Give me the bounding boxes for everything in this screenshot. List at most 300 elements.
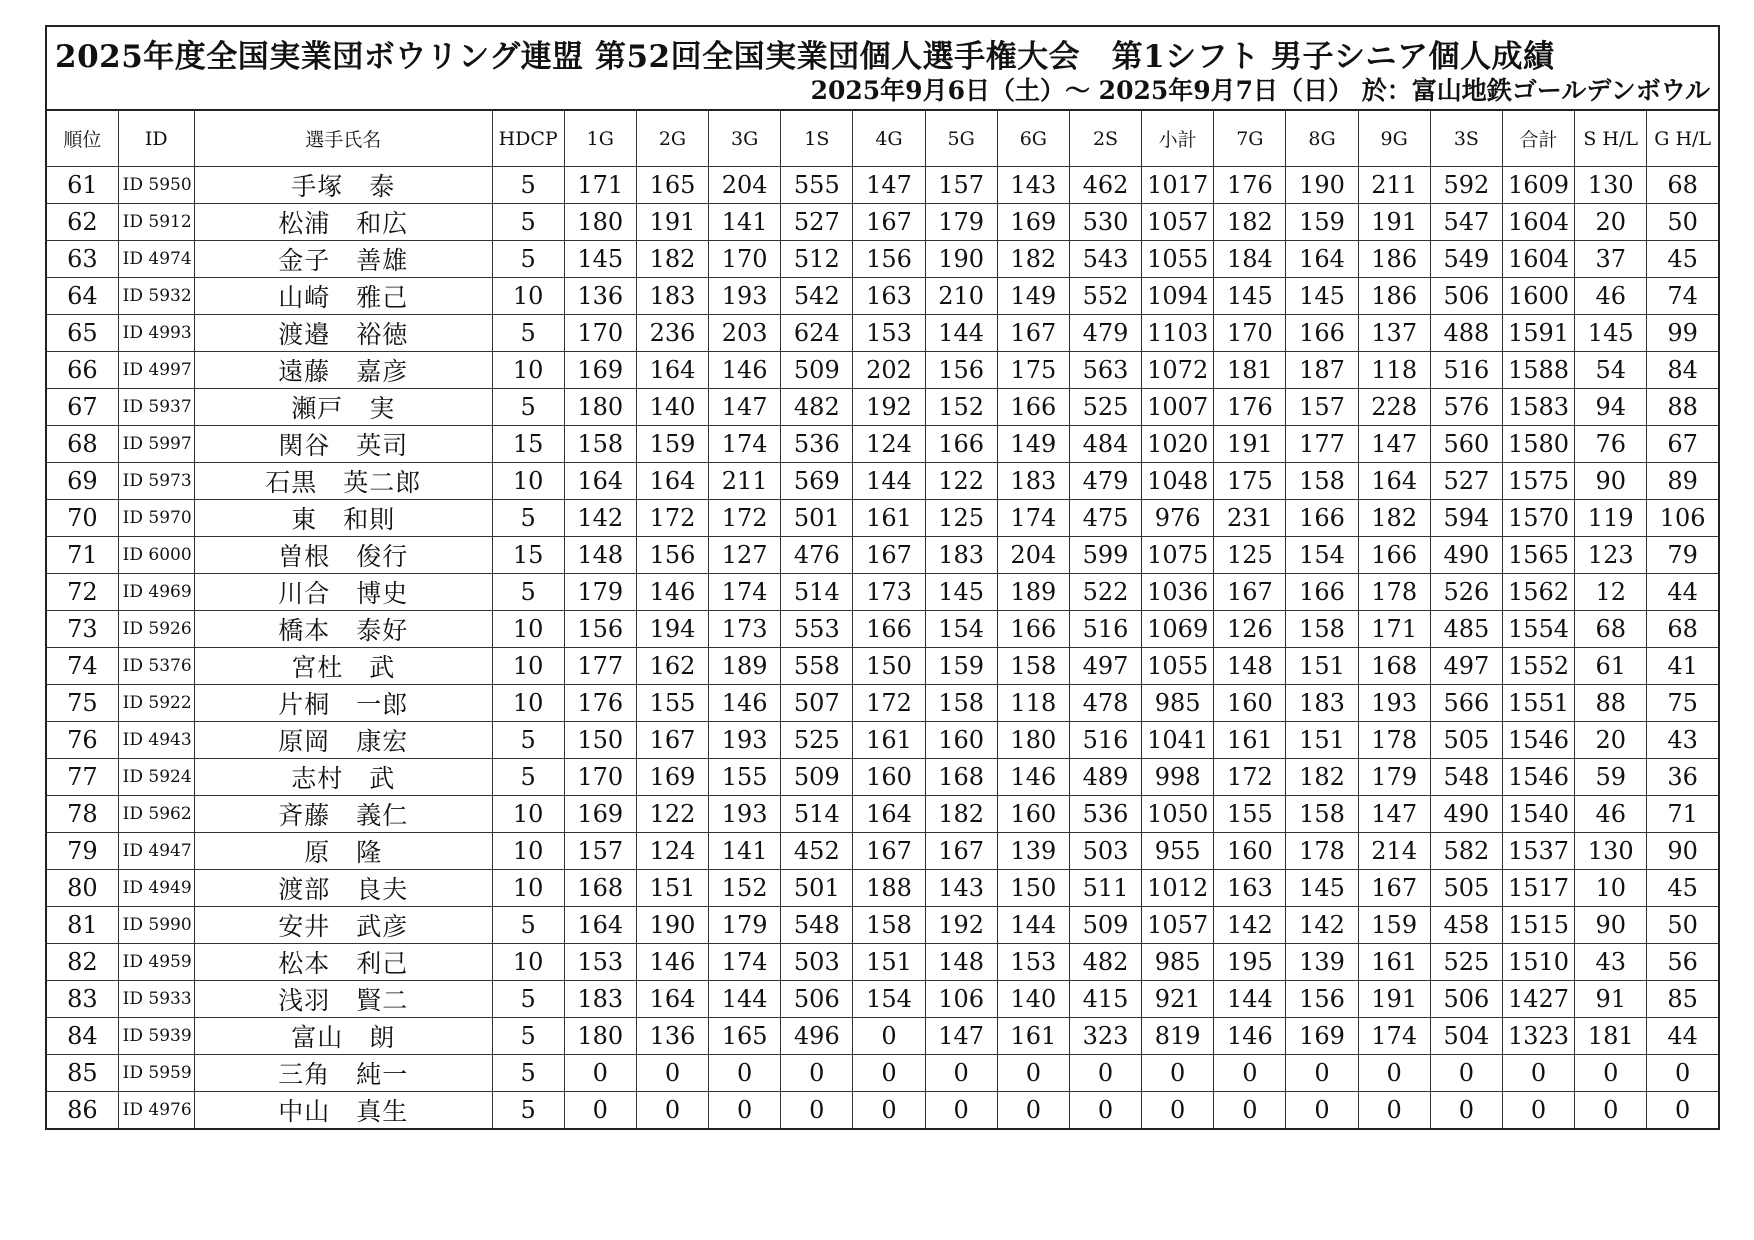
table-cell: 174: [709, 574, 781, 611]
sheet-header: [45, 25, 1720, 109]
player-id-cell: ID 5937: [118, 389, 194, 426]
table-cell: 145: [564, 241, 636, 278]
table-cell: 88: [1647, 389, 1719, 426]
player-id-cell: ID 5933: [118, 981, 194, 1018]
table-cell: 153: [853, 315, 925, 352]
player-name-cell: 宮杜 武: [194, 648, 492, 685]
table-cell: 153: [997, 944, 1069, 981]
table-cell: 1588: [1502, 352, 1574, 389]
table-cell: 156: [636, 537, 708, 574]
player-name-cell: 片桐 一郎: [194, 685, 492, 722]
table-cell: 130: [1575, 167, 1647, 204]
table-cell: 985: [1142, 685, 1214, 722]
table-cell: 191: [1358, 981, 1430, 1018]
player-name-cell: 三角 純一: [194, 1055, 492, 1092]
table-cell: 181: [1214, 352, 1286, 389]
table-cell: 5: [492, 759, 564, 796]
table-row: [46, 759, 1719, 796]
table-cell: 1323: [1502, 1018, 1574, 1055]
table-cell: 10: [492, 611, 564, 648]
column-header: 3S: [1430, 110, 1502, 167]
table-cell: 1604: [1502, 204, 1574, 241]
table-cell: 0: [781, 1092, 853, 1130]
table-cell: 146: [709, 352, 781, 389]
table-cell: 79: [46, 833, 118, 870]
table-cell: 156: [564, 611, 636, 648]
player-name-cell: 曽根 俊行: [194, 537, 492, 574]
table-cell: 155: [1214, 796, 1286, 833]
table-cell: 183: [636, 278, 708, 315]
table-cell: 171: [1358, 611, 1430, 648]
table-row: [46, 1018, 1719, 1055]
table-cell: 511: [1069, 870, 1141, 907]
table-cell: 90: [1575, 463, 1647, 500]
player-name-cell: 遠藤 嘉彦: [194, 352, 492, 389]
event-date-venue: 2025年9月6日（土）～ 2025年9月7日（日） 於：富山地鉄ゴールデンボウル: [810, 76, 1710, 105]
table-cell: 61: [1575, 648, 1647, 685]
table-cell: 0: [781, 1055, 853, 1092]
table-cell: 166: [997, 611, 1069, 648]
table-cell: 504: [1430, 1018, 1502, 1055]
table-row: [46, 500, 1719, 537]
player-id-cell: ID 4959: [118, 944, 194, 981]
table-cell: 41: [1647, 648, 1719, 685]
table-cell: 10: [492, 944, 564, 981]
table-cell: 74: [1647, 278, 1719, 315]
table-cell: 169: [564, 796, 636, 833]
player-id-cell: ID 5997: [118, 426, 194, 463]
table-cell: 122: [925, 463, 997, 500]
table-cell: 176: [564, 685, 636, 722]
table-row: [46, 463, 1719, 500]
table-cell: 1583: [1502, 389, 1574, 426]
table-cell: 599: [1069, 537, 1141, 574]
table-cell: 90: [1575, 907, 1647, 944]
table-cell: 0: [925, 1092, 997, 1130]
table-cell: 506: [1430, 278, 1502, 315]
table-cell: 164: [564, 907, 636, 944]
column-header: 3G: [709, 110, 781, 167]
column-header: HDCP: [492, 110, 564, 167]
table-cell: 489: [1069, 759, 1141, 796]
table-cell: 479: [1069, 315, 1141, 352]
table-cell: 158: [1286, 611, 1358, 648]
player-id-cell: ID 4993: [118, 315, 194, 352]
table-cell: 1554: [1502, 611, 1574, 648]
column-header: 1S: [781, 110, 853, 167]
table-cell: 485: [1430, 611, 1502, 648]
table-cell: 160: [1214, 833, 1286, 870]
table-cell: 1565: [1502, 537, 1574, 574]
table-cell: 154: [1286, 537, 1358, 574]
table-cell: 164: [853, 796, 925, 833]
table-cell: 68: [1647, 611, 1719, 648]
table-cell: 503: [781, 944, 853, 981]
table-cell: 236: [636, 315, 708, 352]
table-cell: 522: [1069, 574, 1141, 611]
table-cell: 5: [492, 167, 564, 204]
table-cell: 166: [1286, 315, 1358, 352]
table-cell: 66: [46, 352, 118, 389]
table-cell: 157: [564, 833, 636, 870]
table-cell: 187: [1286, 352, 1358, 389]
table-cell: 169: [636, 759, 708, 796]
table-cell: 0: [1069, 1092, 1141, 1130]
player-id-cell: ID 4943: [118, 722, 194, 759]
table-cell: 77: [46, 759, 118, 796]
table-cell: 0: [709, 1055, 781, 1092]
table-cell: 71: [46, 537, 118, 574]
table-cell: 166: [1286, 574, 1358, 611]
table-cell: 5: [492, 315, 564, 352]
table-row: [46, 1092, 1719, 1130]
column-header: S H/L: [1575, 110, 1647, 167]
table-cell: 43: [1647, 722, 1719, 759]
table-cell: 178: [1286, 833, 1358, 870]
table-cell: 168: [564, 870, 636, 907]
table-cell: 46: [1575, 796, 1647, 833]
column-header: 5G: [925, 110, 997, 167]
table-cell: 527: [1430, 463, 1502, 500]
table-cell: 88: [1575, 685, 1647, 722]
table-cell: 170: [709, 241, 781, 278]
table-body: [46, 167, 1719, 1130]
table-cell: 1072: [1142, 352, 1214, 389]
table-cell: 161: [1214, 722, 1286, 759]
table-cell: 176: [1214, 389, 1286, 426]
table-cell: 0: [709, 1092, 781, 1130]
player-id-cell: ID 5970: [118, 500, 194, 537]
table-cell: 71: [1647, 796, 1719, 833]
table-row: [46, 611, 1719, 648]
table-cell: 142: [1286, 907, 1358, 944]
table-cell: 1055: [1142, 648, 1214, 685]
table-cell: 0: [1358, 1055, 1430, 1092]
table-cell: 179: [925, 204, 997, 241]
table-cell: 1007: [1142, 389, 1214, 426]
column-header: 選手氏名: [194, 110, 492, 167]
table-cell: 151: [1286, 722, 1358, 759]
table-cell: 164: [564, 463, 636, 500]
table-cell: 169: [564, 352, 636, 389]
table-cell: 124: [636, 833, 708, 870]
table-row: [46, 944, 1719, 981]
table-cell: 10: [492, 648, 564, 685]
table-cell: 85: [1647, 981, 1719, 1018]
table-cell: 1600: [1502, 278, 1574, 315]
table-cell: 167: [853, 204, 925, 241]
table-cell: 163: [1214, 870, 1286, 907]
table-cell: 150: [564, 722, 636, 759]
player-name-cell: 原 隆: [194, 833, 492, 870]
player-id-cell: ID 4997: [118, 352, 194, 389]
table-cell: 156: [1286, 981, 1358, 1018]
table-cell: 505: [1430, 722, 1502, 759]
table-cell: 558: [781, 648, 853, 685]
table-cell: 160: [1214, 685, 1286, 722]
table-cell: 560: [1430, 426, 1502, 463]
table-cell: 164: [1358, 463, 1430, 500]
table-cell: 159: [1286, 204, 1358, 241]
table-cell: 10: [492, 796, 564, 833]
table-row: [46, 204, 1719, 241]
table-cell: 921: [1142, 981, 1214, 1018]
table-cell: 819: [1142, 1018, 1214, 1055]
table-cell: 167: [636, 722, 708, 759]
table-cell: 164: [1286, 241, 1358, 278]
player-id-cell: ID 4969: [118, 574, 194, 611]
player-name-cell: 富山 朗: [194, 1018, 492, 1055]
table-cell: 985: [1142, 944, 1214, 981]
table-cell: 594: [1430, 500, 1502, 537]
table-cell: 181: [1575, 1018, 1647, 1055]
player-id-cell: ID 5973: [118, 463, 194, 500]
table-cell: 158: [1286, 796, 1358, 833]
table-cell: 5: [492, 389, 564, 426]
table-cell: 482: [1069, 944, 1141, 981]
table-cell: 164: [636, 352, 708, 389]
table-cell: 141: [709, 204, 781, 241]
player-id-cell: ID 5926: [118, 611, 194, 648]
player-id-cell: ID 5950: [118, 167, 194, 204]
table-row: [46, 685, 1719, 722]
table-cell: 173: [853, 574, 925, 611]
table-cell: 516: [1430, 352, 1502, 389]
table-cell: 65: [46, 315, 118, 352]
table-cell: 5: [492, 241, 564, 278]
column-header: 1G: [564, 110, 636, 167]
table-cell: 164: [636, 463, 708, 500]
table-cell: 1540: [1502, 796, 1574, 833]
table-cell: 72: [46, 574, 118, 611]
table-cell: 161: [997, 1018, 1069, 1055]
table-cell: 193: [709, 278, 781, 315]
table-cell: 998: [1142, 759, 1214, 796]
table-cell: 156: [853, 241, 925, 278]
table-cell: 1055: [1142, 241, 1214, 278]
table-cell: 163: [853, 278, 925, 315]
player-id-cell: ID 5924: [118, 759, 194, 796]
table-row: [46, 352, 1719, 389]
table-cell: 0: [1575, 1092, 1647, 1130]
table-cell: 144: [925, 315, 997, 352]
table-cell: 478: [1069, 685, 1141, 722]
table-cell: 479: [1069, 463, 1141, 500]
table-cell: 141: [709, 833, 781, 870]
table-cell: 89: [1647, 463, 1719, 500]
table-cell: 159: [1358, 907, 1430, 944]
table-cell: 106: [925, 981, 997, 1018]
player-name-cell: 中山 真生: [194, 1092, 492, 1130]
table-cell: 0: [1214, 1092, 1286, 1130]
table-cell: 130: [1575, 833, 1647, 870]
table-cell: 183: [1286, 685, 1358, 722]
player-id-cell: ID 5932: [118, 278, 194, 315]
table-cell: 180: [564, 389, 636, 426]
table-cell: 146: [709, 685, 781, 722]
table-cell: 160: [925, 722, 997, 759]
table-row: [46, 315, 1719, 352]
table-cell: 54: [1575, 352, 1647, 389]
player-name-cell: 志村 武: [194, 759, 492, 796]
table-cell: 10: [492, 870, 564, 907]
table-cell: 1562: [1502, 574, 1574, 611]
table-cell: 0: [1647, 1055, 1719, 1092]
table-cell: 79: [1647, 537, 1719, 574]
table-cell: 1537: [1502, 833, 1574, 870]
table-cell: 592: [1430, 167, 1502, 204]
table-cell: 192: [853, 389, 925, 426]
table-cell: 145: [1214, 278, 1286, 315]
table-cell: 20: [1575, 722, 1647, 759]
table-cell: 178: [1358, 722, 1430, 759]
table-cell: 20: [1575, 204, 1647, 241]
table-cell: 171: [564, 167, 636, 204]
column-header: 順位: [46, 110, 118, 167]
table-cell: 143: [997, 167, 1069, 204]
table-cell: 503: [1069, 833, 1141, 870]
table-cell: 1075: [1142, 537, 1214, 574]
table-cell: 149: [997, 278, 1069, 315]
table-cell: 228: [1358, 389, 1430, 426]
table-cell: 127: [709, 537, 781, 574]
table-cell: 44: [1647, 574, 1719, 611]
table-cell: 1604: [1502, 241, 1574, 278]
table-cell: 501: [781, 870, 853, 907]
table-cell: 180: [564, 1018, 636, 1055]
table-cell: 161: [1358, 944, 1430, 981]
table-cell: 154: [925, 611, 997, 648]
table-cell: 157: [1286, 389, 1358, 426]
table-cell: 624: [781, 315, 853, 352]
table-cell: 0: [1575, 1055, 1647, 1092]
column-header: 2S: [1069, 110, 1141, 167]
table-cell: 68: [46, 426, 118, 463]
table-cell: 0: [925, 1055, 997, 1092]
table-cell: 0: [636, 1092, 708, 1130]
table-cell: 458: [1430, 907, 1502, 944]
results-sheet: [45, 25, 1720, 1130]
table-cell: 50: [1647, 204, 1719, 241]
table-cell: 530: [1069, 204, 1141, 241]
table-cell: 86: [46, 1092, 118, 1130]
table-cell: 1517: [1502, 870, 1574, 907]
table-cell: 45: [1647, 241, 1719, 278]
table-row: [46, 241, 1719, 278]
table-cell: 179: [1358, 759, 1430, 796]
table-cell: 569: [781, 463, 853, 500]
player-id-cell: ID 4949: [118, 870, 194, 907]
table-cell: 125: [925, 500, 997, 537]
column-header: G H/L: [1647, 110, 1719, 167]
table-cell: 166: [997, 389, 1069, 426]
table-cell: 43: [1575, 944, 1647, 981]
table-cell: 175: [997, 352, 1069, 389]
column-header: ID: [118, 110, 194, 167]
table-cell: 67: [46, 389, 118, 426]
table-cell: 162: [636, 648, 708, 685]
table-cell: 514: [781, 574, 853, 611]
table-cell: 1609: [1502, 167, 1574, 204]
table-cell: 144: [853, 463, 925, 500]
table-cell: 168: [1358, 648, 1430, 685]
table-cell: 452: [781, 833, 853, 870]
column-header: 2G: [636, 110, 708, 167]
table-cell: 525: [781, 722, 853, 759]
table-cell: 106: [1647, 500, 1719, 537]
table-cell: 0: [636, 1055, 708, 1092]
column-header: 小計: [1142, 110, 1214, 167]
table-cell: 50: [1647, 907, 1719, 944]
table-cell: 15: [492, 537, 564, 574]
table-cell: 119: [1575, 500, 1647, 537]
table-cell: 140: [636, 389, 708, 426]
table-cell: 137: [1358, 315, 1430, 352]
table-cell: 536: [1069, 796, 1141, 833]
table-cell: 145: [1286, 278, 1358, 315]
table-header-row: [46, 110, 1719, 167]
table-cell: 167: [997, 315, 1069, 352]
table-cell: 142: [1214, 907, 1286, 944]
table-cell: 184: [1214, 241, 1286, 278]
table-cell: 177: [564, 648, 636, 685]
player-id-cell: ID 5962: [118, 796, 194, 833]
table-cell: 158: [997, 648, 1069, 685]
table-cell: 0: [997, 1055, 1069, 1092]
table-cell: 0: [1502, 1092, 1574, 1130]
table-cell: 139: [1286, 944, 1358, 981]
table-cell: 179: [564, 574, 636, 611]
table-cell: 509: [1069, 907, 1141, 944]
table-cell: 125: [1214, 537, 1286, 574]
table-cell: 976: [1142, 500, 1214, 537]
table-cell: 144: [1214, 981, 1286, 1018]
table-cell: 563: [1069, 352, 1141, 389]
page-title: 2025年度全国実業団ボウリング連盟 第52回全国実業団個人選手権大会 第1シフト 男子シニア個人成績: [55, 39, 1555, 75]
player-name-cell: 山崎 雅己: [194, 278, 492, 315]
table-cell: 139: [997, 833, 1069, 870]
table-cell: 506: [1430, 981, 1502, 1018]
table-cell: 462: [1069, 167, 1141, 204]
table-cell: 142: [564, 500, 636, 537]
table-cell: 153: [564, 944, 636, 981]
table-cell: 542: [781, 278, 853, 315]
table-cell: 1570: [1502, 500, 1574, 537]
table-cell: 1427: [1502, 981, 1574, 1018]
table-cell: 0: [1430, 1092, 1502, 1130]
table-cell: 84: [1647, 352, 1719, 389]
table-cell: 70: [46, 500, 118, 537]
table-cell: 167: [853, 833, 925, 870]
table-cell: 143: [925, 870, 997, 907]
table-cell: 173: [709, 611, 781, 648]
table-cell: 90: [1647, 833, 1719, 870]
table-cell: 214: [1358, 833, 1430, 870]
table-cell: 174: [1358, 1018, 1430, 1055]
table-cell: 0: [564, 1055, 636, 1092]
table-cell: 501: [781, 500, 853, 537]
table-row: [46, 389, 1719, 426]
table-cell: 211: [709, 463, 781, 500]
table-cell: 172: [853, 685, 925, 722]
table-row: [46, 167, 1719, 204]
table-cell: 182: [1358, 500, 1430, 537]
table-cell: 180: [997, 722, 1069, 759]
table-cell: 202: [853, 352, 925, 389]
table-cell: 1048: [1142, 463, 1214, 500]
table-cell: 548: [1430, 759, 1502, 796]
results-table: [45, 109, 1720, 1130]
